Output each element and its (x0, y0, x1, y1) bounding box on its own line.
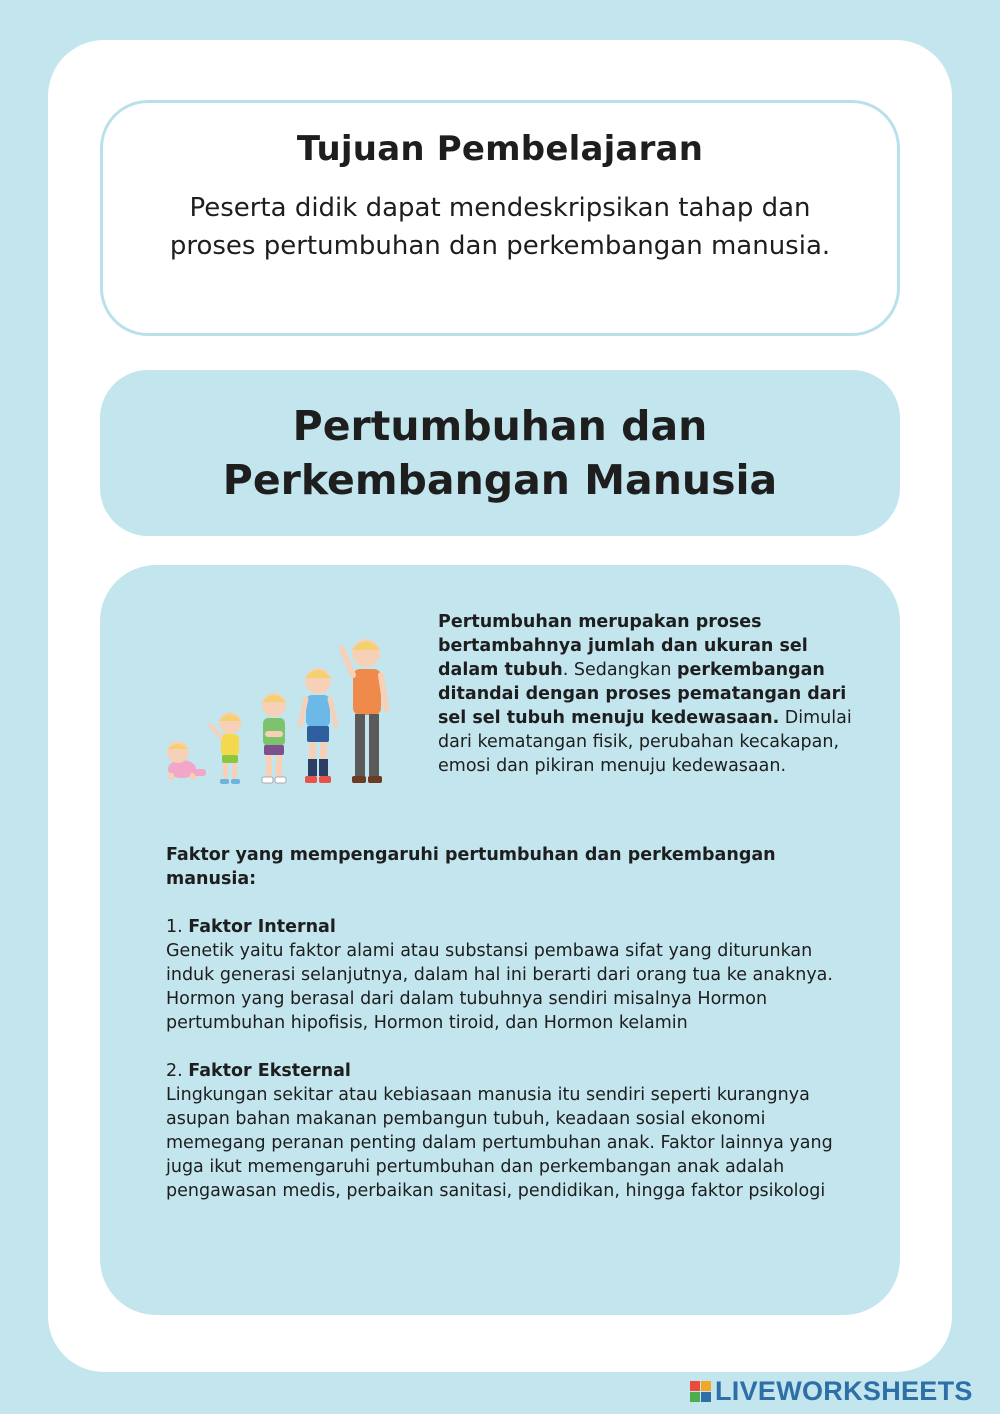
intro-paragraph (438, 610, 858, 778)
logo-tile (701, 1392, 711, 1402)
factor-external (166, 1059, 866, 1203)
factor-number: 2. (166, 1061, 183, 1081)
logo-tile (701, 1381, 711, 1391)
objective-title: Tujuan Pembelajaran (296, 129, 704, 169)
factor-title (166, 915, 866, 939)
learning-objective-box (100, 100, 900, 336)
baby-figure (167, 741, 206, 780)
logo-tile (690, 1392, 700, 1402)
factor-internal (166, 915, 866, 1035)
factor-title (166, 1059, 866, 1083)
main-title-box (100, 370, 900, 536)
logo-tile (690, 1381, 700, 1391)
child-figure (262, 693, 286, 783)
objective-text: Peserta didik dapat mendeskripsikan tahap dan proses pertumbuhan dan perkembangan manusia. (169, 193, 831, 261)
factor-name: Faktor Internal (188, 917, 336, 937)
intro-growth-definition: Pertumbuhan merupakan proses bertambahnya jumlah dan ukuran sel dalam tubuh (438, 612, 808, 680)
intro-development-definition: perkembangan ditandai dengan proses pematangan dari sel sel tubuh menuju kedewasaan. (438, 660, 847, 728)
intro-detail: Dimulai dari kematangan fisik, perubahan kecakapan, emosi dan pikiran menuju kedewasaan. (438, 708, 852, 776)
liveworksheets-watermark[interactable] (690, 1376, 973, 1407)
factor-name: Faktor Eksternal (188, 1061, 351, 1081)
factors-heading: Faktor yang mempengaruhi pertumbuhan dan perkembangan manusia: (166, 845, 776, 889)
main-title: Pertumbuhan dan Perkembangan Manusia (222, 402, 778, 504)
growth-stages-illustration (162, 637, 398, 789)
preteen-figure (300, 668, 336, 783)
content-box (100, 565, 900, 1315)
toddler-figure (210, 712, 241, 784)
liveworksheets-wordmark: LIVEWORKSHEETS (715, 1376, 973, 1406)
factor-description: Genetik yaitu faktor alami atau substansi pembawa sifat yang diturunkan induk generasi selanjutnya, dalam hal ini berarti dari orang tua ke anaknya. Hormon yang berasal dari dalam tubuhnya sendiri misalnya Hormon pertumbuhan hipofisis, Hormon tiroid, dan Hormon kelamin (166, 941, 833, 1033)
factor-description: Lingkungan sekitar atau kebiasaan manusia itu sendiri seperti kurangnya asupan bahan makanan pembangun tubuh, keadaan sosial ekonomi memegang peranan penting dalam pertumbuhan anak. Faktor lainnya yang juga ikut memengaruhi pertumbuhan dan perkembangan anak adalah pengawasan medis, perbaikan sanitasi, pendidikan, hingga faktor psikologi (166, 1085, 833, 1201)
liveworksheets-logo-icon (690, 1381, 711, 1402)
intro-connector: . Sedangkan (562, 660, 677, 680)
factors-section (166, 843, 866, 1227)
teen-figure (342, 639, 386, 783)
factor-number: 1. (166, 917, 183, 937)
